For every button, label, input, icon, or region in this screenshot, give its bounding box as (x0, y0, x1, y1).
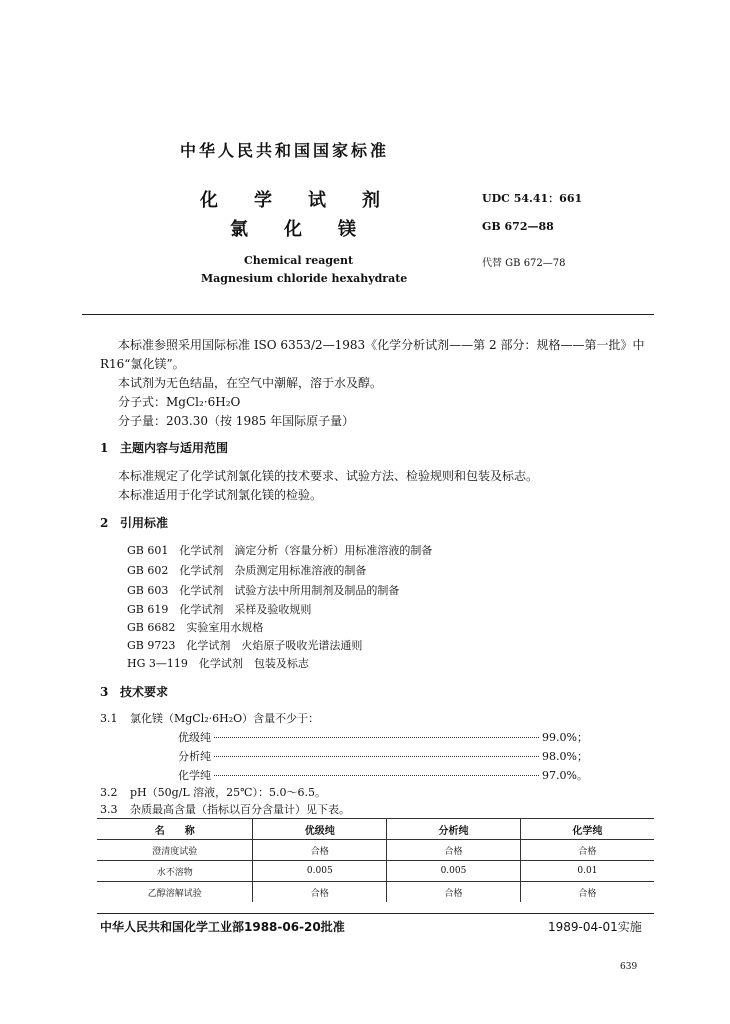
leader-dots (214, 737, 539, 738)
standard-organization-heading: 中华人民共和国国家标准 (180, 141, 390, 160)
section-title: 主题内容与适用范围 (120, 441, 229, 455)
section-title: 技术要求 (120, 685, 169, 699)
column-header: 优级纯 (253, 819, 387, 840)
title-chinese-line1: 化学试剂 (200, 190, 416, 211)
replaces-standard: 代替 GB 672—78 (482, 258, 566, 269)
subclause (100, 784, 326, 800)
table-cell: 合格 (387, 882, 521, 903)
molecular-weight: 分子量：203.30（按 1985 年国际原子量） (118, 414, 355, 428)
table-cell: 水不溶物 (97, 861, 253, 882)
approval-statement: 中华人民共和国化学工业部1988-06-20批准 (100, 920, 345, 934)
grade-row (178, 748, 588, 764)
reference-item: GB 619 化学试剂 采样及验收规则 (127, 603, 312, 616)
table-cell: 0.005 (387, 861, 521, 882)
column-header: 化学纯 (520, 819, 654, 840)
intro-line: 本标准参照采用国际标准 ISO 6353/2—1983《化学分析试剂——第 2 部分：规格——第一批》中 (118, 338, 645, 352)
table-cell: 0.01 (520, 861, 654, 882)
subclause (100, 710, 319, 726)
subclause (100, 801, 350, 817)
section-number: 1 (100, 441, 109, 455)
subclause-number: 3.3 (100, 803, 118, 816)
grade-label: 分析纯 (178, 750, 211, 763)
table-row (97, 882, 654, 903)
table-cell: 澄清度试验 (97, 840, 253, 861)
section-heading (100, 439, 228, 456)
table-row (97, 861, 654, 882)
effective-date: 1989-04-01实施 (548, 920, 642, 934)
leader-dots (214, 756, 539, 757)
table-cell: 乙醇溶解试验 (97, 882, 253, 903)
grade-label: 化学纯 (178, 769, 211, 782)
section-title: 引用标准 (120, 516, 169, 530)
table-cell: 合格 (520, 882, 654, 903)
section-heading (100, 514, 168, 531)
gb-standard-code: GB 672—88 (482, 220, 554, 233)
reference-item: GB 602 化学试剂 杂质测定用标准溶液的制备 (127, 564, 367, 577)
table-row (97, 840, 654, 861)
footer-divider (97, 913, 654, 914)
udc-code: UDC 54.41：661 (482, 192, 583, 205)
grade-row (178, 767, 588, 783)
section-number: 3 (100, 685, 109, 699)
impurity-limits-table (97, 818, 654, 902)
reference-item: HG 3—119 化学试剂 包装及标志 (127, 657, 309, 670)
table-header-row (97, 819, 654, 840)
grade-label: 优级纯 (178, 731, 211, 744)
subclause-number: 3.2 (100, 786, 118, 799)
header-divider (82, 314, 654, 315)
subclause-text: 杂质最高含量（指标以百分含量计）见下表。 (130, 803, 350, 816)
title-english-line2: Magnesium chloride hexahydrate (201, 272, 408, 285)
subclause-number: 3.1 (100, 712, 118, 725)
section-number: 2 (100, 516, 109, 530)
subclause-text: pH（50g/L 溶液，25℃）：5.0～6.5。 (130, 786, 326, 799)
grade-row (178, 729, 588, 745)
intro-line: 本试剂为无色结晶，在空气中潮解，溶于水及醇。 (118, 376, 383, 390)
title-chinese-line2: 氯化镁 (230, 219, 392, 240)
grade-value: 98.0%； (542, 750, 588, 763)
table-cell: 合格 (387, 840, 521, 861)
table-cell: 合格 (253, 840, 387, 861)
reference-item: GB 6682 实验室用水规格 (127, 621, 264, 634)
section-heading (100, 683, 168, 700)
column-header: 分析纯 (387, 819, 521, 840)
intro-line: R16“氯化镁”。 (100, 357, 185, 371)
table-cell: 合格 (520, 840, 654, 861)
section-paragraph: 本标准适用于化学试剂氯化镁的检验。 (118, 488, 323, 502)
page-number: 639 (620, 962, 638, 972)
reference-item: GB 601 化学试剂 滴定分析（容量分析）用标准溶液的制备 (127, 544, 433, 557)
table-cell: 合格 (253, 882, 387, 903)
column-header: 名 称 (97, 819, 253, 840)
subclause-text: 氯化镁（MgCl₂·6H₂O）含量不少于： (130, 712, 320, 725)
leader-dots (214, 775, 539, 776)
reference-item: GB 9723 化学试剂 火焰原子吸收光谱法通则 (127, 639, 363, 652)
table-cell: 0.005 (253, 861, 387, 882)
grade-value: 99.0%； (542, 731, 588, 744)
molecular-formula: 分子式：MgCl₂·6H₂O (118, 395, 241, 409)
reference-item: GB 603 化学试剂 试验方法中所用制剂及制品的制备 (127, 584, 400, 597)
grade-value: 97.0%。 (542, 769, 588, 782)
title-english-line1: Chemical reagent (244, 254, 354, 267)
section-paragraph: 本标准规定了化学试剂氯化镁的技术要求、试验方法、检验规则和包装及标志。 (118, 469, 539, 483)
